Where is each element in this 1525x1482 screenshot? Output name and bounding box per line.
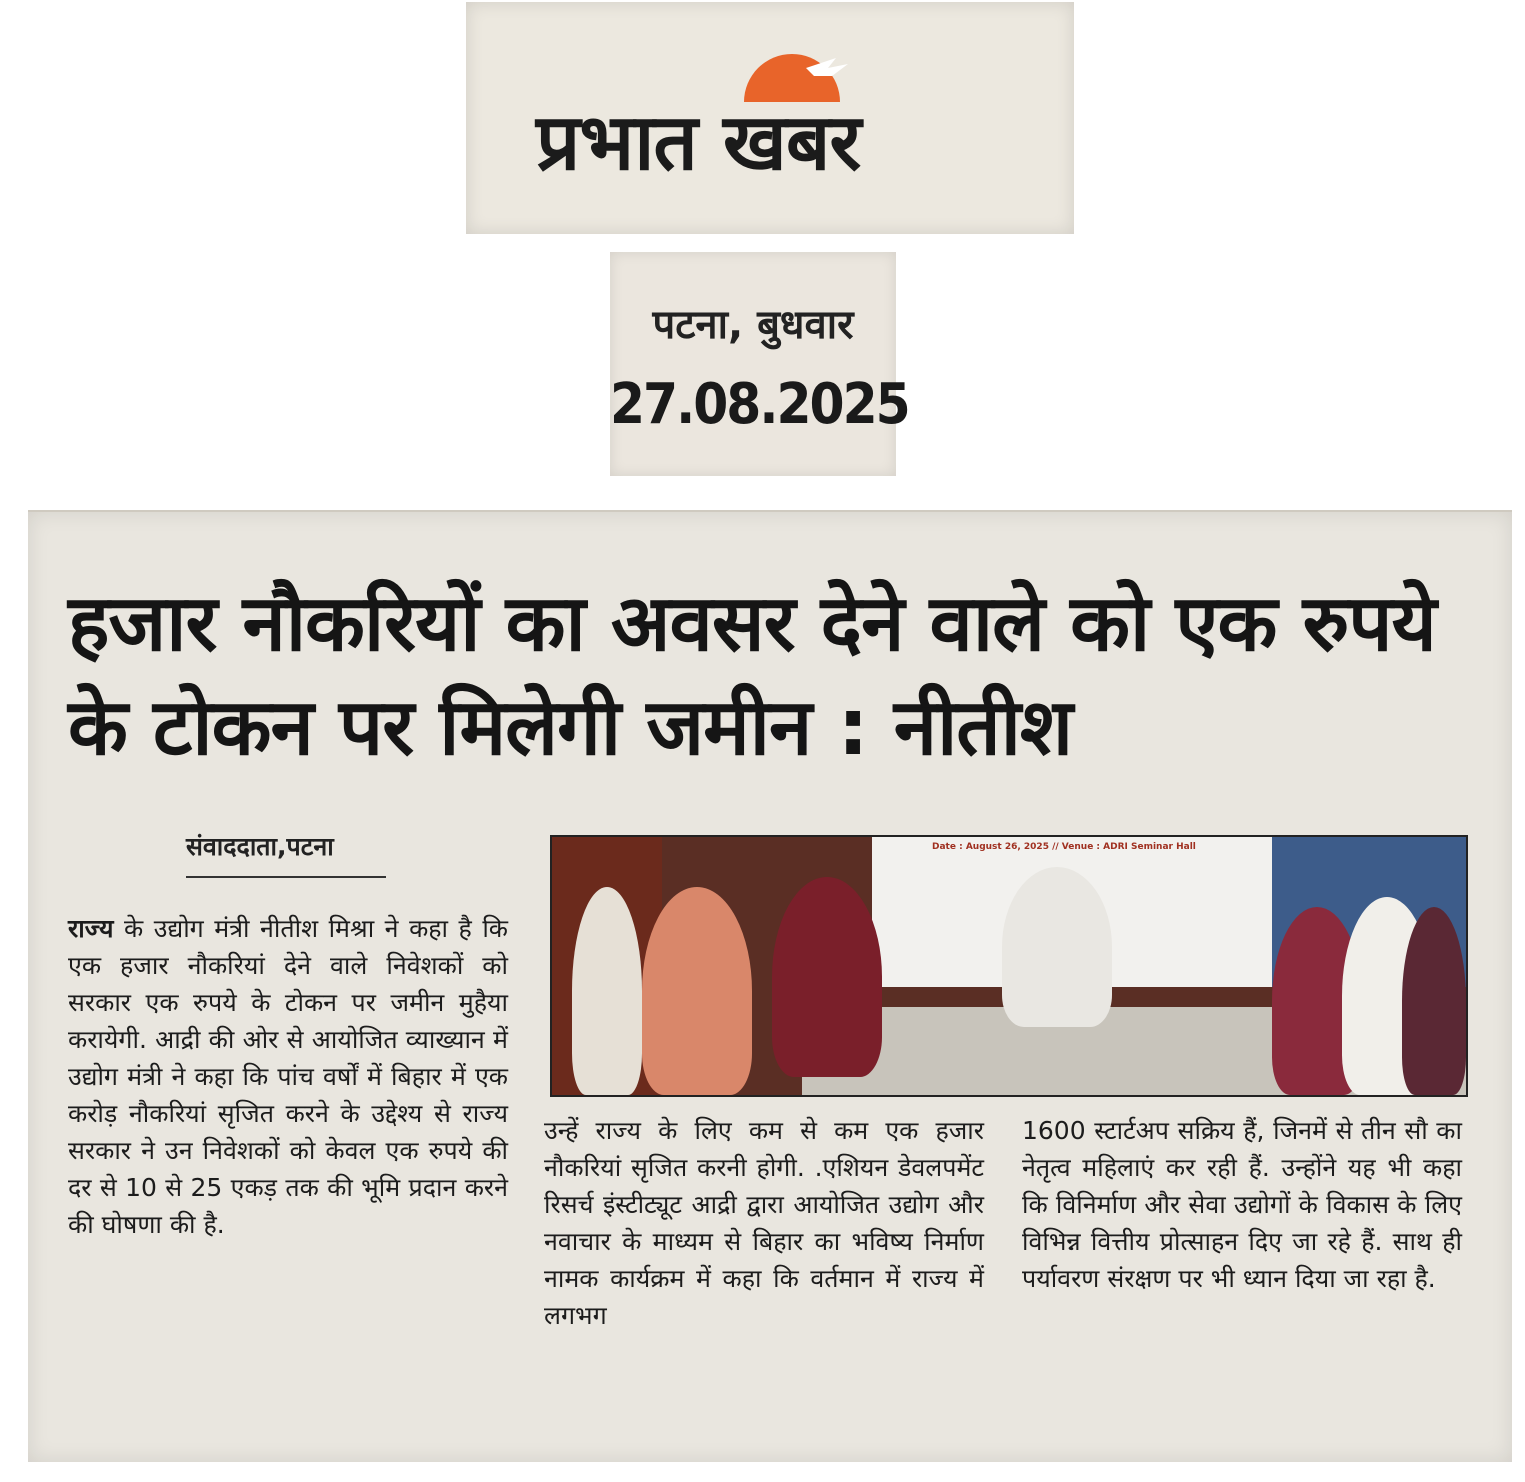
- masthead-clipping: [466, 2, 1074, 234]
- event-photo: [550, 835, 1468, 1097]
- newspaper-logo-text: प्रभात खबर: [536, 98, 861, 188]
- dateline-clipping: [610, 252, 909, 476]
- article-lead-word: राज्य: [68, 914, 114, 943]
- article-column-1: [68, 910, 508, 1243]
- article-column-1-text: के उद्योग मंत्री नीतीश मिश्रा ने कहा है कि एक हजार नौकरियां देने वाले निवेशकों को सरकार एक रुपये के टोकन पर जमीन मुहैया करायेगी. आद्री की ओर से आयोजित व्याख्यान में उद्योग मंत्री ने कहा कि पांच वर्षों में बिहार में एक करोड़ नौकरियां सृजित करने के उद्देश्य से राज्य सरकार ने उन निवेशकों को केवल एक रुपये की दर से 10 से 25 एकड़ तक की भूमि प्रदान करने की घोषणा की है.: [68, 914, 508, 1239]
- sunrise-logo-icon: [736, 54, 856, 104]
- photo-person: [1002, 867, 1112, 1027]
- article-clipping: [28, 510, 1512, 1462]
- article-column-2: उन्हें राज्य के लिए कम से कम एक हजार नौकरियां सृजित करनी होगी. .एशियन डेवलपमेंट रिसर्च इंस्टीट्यूट आद्री द्वारा आयोजित उद्योग और नवाचार के माध्यम से बिहार का भविष्य निर्माण नामक कार्यक्रम में कहा कि वर्तमान में राज्य में लगभग: [544, 1116, 984, 1330]
- dateline-city-day: पटना, बुधवार: [652, 302, 854, 348]
- photo-person: [572, 887, 642, 1095]
- article-byline: संवाददाता,पटना: [186, 830, 386, 878]
- article-headline: हजार नौकरियों का अवसर देने वाले को एक रुपये के टोकन पर मिलेगी जमीन : नीतीश: [68, 579, 1436, 773]
- photo-person: [1402, 907, 1466, 1095]
- photo-person: [642, 887, 752, 1095]
- dateline-date: 27.08.2025: [610, 372, 909, 437]
- photo-caption: Date : August 26, 2025 // Venue : ADRI Seminar Hall: [932, 842, 1196, 852]
- article-column-3: 1600 स्टार्टअप सक्रिय हैं, जिनमें से तीन सौ का नेतृत्व महिलाएं कर रही हैं. उन्होंने यह भी कहा कि विनिर्माण और सेवा उद्योगों के विकास के लिए विभिन्न वित्तीय प्रोत्साहन दिए जा रहे हैं. साथ ही पर्यावरण संरक्षण पर भी ध्यान दिया जा रहा है.: [1022, 1116, 1462, 1293]
- photo-person: [772, 877, 882, 1077]
